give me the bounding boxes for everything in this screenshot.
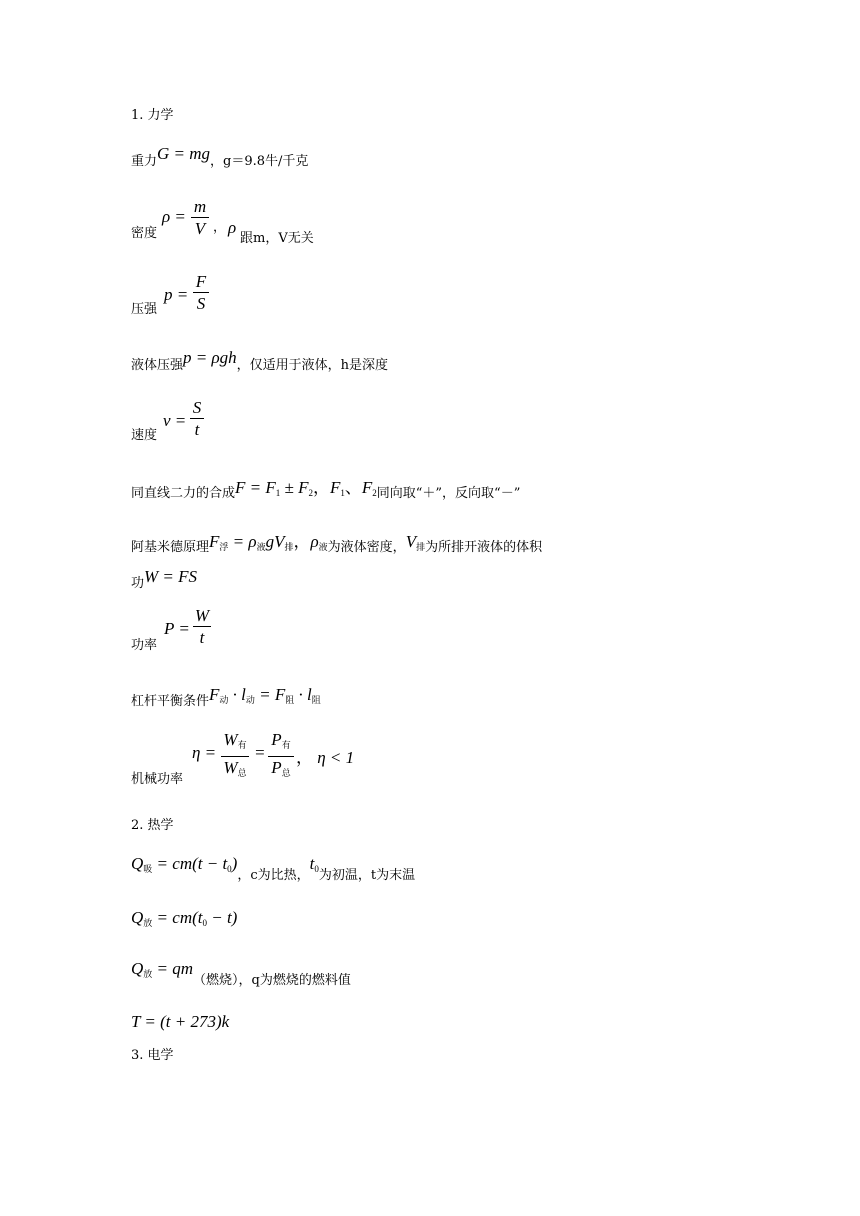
formula-heat-release — [131, 909, 237, 928]
formula-gravity — [131, 144, 309, 169]
archimedes-note1: 为液体密度， — [327, 540, 406, 555]
liquid-pressure-label: 液体压强 — [131, 358, 184, 373]
formula-power-label: 功率 — [131, 638, 158, 653]
formula-density-label: 密度 — [131, 226, 158, 241]
efficiency-cond: ， η < 1 — [296, 748, 355, 767]
formula-lever — [131, 685, 321, 710]
efficiency-eq: = — [254, 743, 266, 762]
heat-release-equation: $Q_放 = cm(t_0 - t)$ — [131, 908, 238, 928]
archimedes-vpai: $V_排$ — [405, 532, 426, 552]
efficiency-eta: η = — [192, 743, 217, 762]
archimedes-note2: 为所排开液体的体积 — [425, 540, 543, 555]
power-p: P = — [164, 619, 190, 638]
archimedes-label: 阿基米德原理 — [131, 540, 210, 555]
density-rho: ρ = — [162, 207, 186, 226]
formula-resultant — [131, 478, 521, 502]
density-note: ， — [213, 220, 227, 235]
gravity-equation: G = mg — [157, 144, 211, 163]
work-equation: W = FS — [144, 567, 198, 586]
formula-archimedes — [131, 532, 543, 556]
formula-heat-absorb — [131, 854, 416, 883]
section-mechanics: 1. 力学 — [131, 108, 174, 123]
heat-absorb-note2: 为初温，t为末温 — [318, 868, 416, 883]
gravity-note: ，g＝9.8牛/千克 — [210, 154, 309, 169]
density-note2: 跟m，V无关 — [240, 231, 314, 246]
density-fraction: m V — [191, 197, 209, 238]
pressure-p: p = — [164, 285, 189, 304]
formula-work — [131, 567, 198, 591]
speed-v: v = — [163, 411, 187, 430]
heat-absorb-note: ，c为比热， — [237, 868, 310, 883]
liquid-pressure-note: ，仅适用于液体，h是深度 — [236, 358, 389, 373]
archimedes-equation: $F_浮 = \rho_液gV_排$，$\rho_液$ — [209, 532, 328, 552]
gravity-label: 重力 — [131, 154, 158, 169]
fuel-note: （燃烧），q为燃烧的燃料值 — [193, 973, 351, 988]
formula-efficiency-label: 机械功率 — [131, 772, 184, 787]
formula-temperature — [131, 1013, 229, 1030]
section-thermal: 2. 热学 — [131, 818, 174, 833]
formula-liquid-pressure — [131, 348, 389, 373]
resultant-equation: $F = F_1 \pm F_2$，$F_1$、$F_2$ — [235, 478, 377, 498]
density-rho2: ρ — [228, 218, 237, 237]
power-fraction: W t — [194, 606, 210, 647]
liquid-pressure-equation: p = ρgh — [183, 348, 237, 367]
formula-fuel — [131, 959, 351, 988]
formula-pressure-label: 压强 — [131, 302, 158, 317]
lever-equation: $F_动 \cdot l_动 = F_阻 \cdot l_阻$ — [209, 685, 321, 705]
lever-label: 杠杆平衡条件 — [131, 694, 210, 709]
temperature-equation: T = (t + 273)k — [131, 1012, 230, 1031]
pressure-fraction: F S — [193, 272, 209, 313]
fuel-equation: $Q_放$ = qm — [131, 959, 194, 979]
work-label: 功 — [131, 576, 145, 591]
resultant-label: 同直线二力的合成 — [131, 486, 236, 501]
section-electric: 3. 电学 — [131, 1048, 174, 1063]
heat-absorb-t0: $t_0$ — [309, 854, 319, 874]
speed-fraction: S t — [190, 398, 204, 439]
resultant-note: 同向取“＋”，反向取“－” — [376, 486, 521, 501]
efficiency-fraction-p: $P_有$ $P_总$ — [268, 730, 294, 783]
heat-absorb-equation: $Q_吸 = cm(t - t_0)$ — [131, 854, 238, 874]
formula-speed-label: 速度 — [131, 428, 158, 443]
efficiency-fraction-w: $W_有$ $W_总$ — [221, 730, 249, 783]
